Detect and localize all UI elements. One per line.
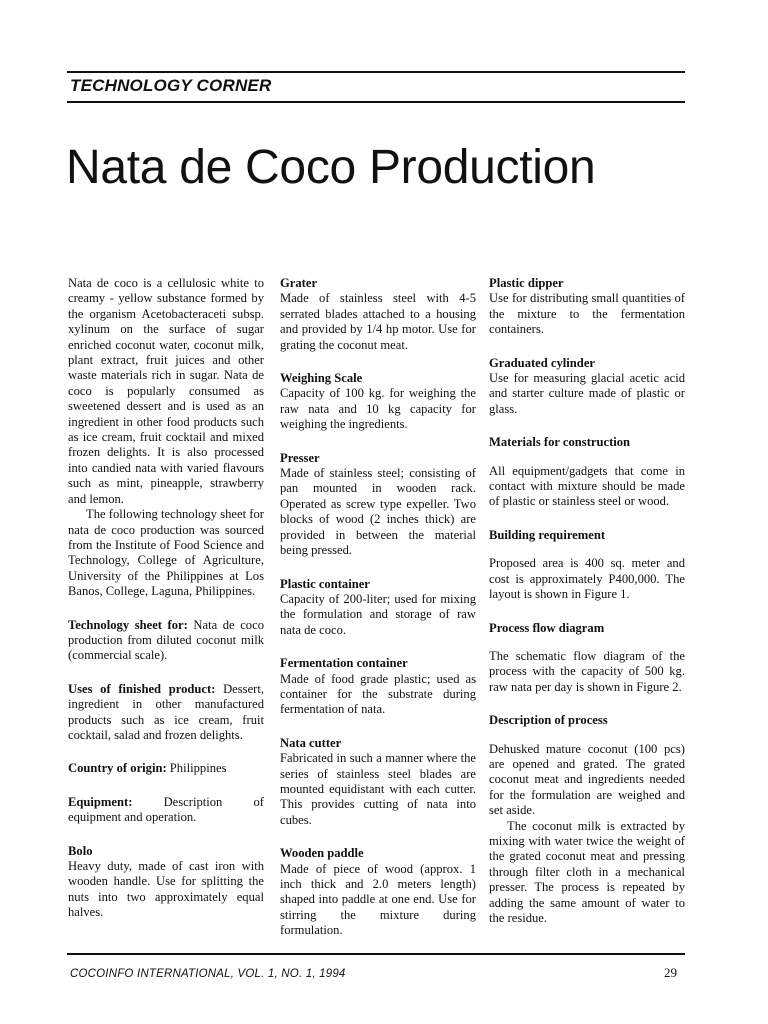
materials-heading: Materials for construction: [489, 435, 631, 450]
flow-heading: Process flow diagram: [489, 620, 605, 635]
equipment-label: Equipment:: [68, 794, 133, 809]
presser-text: Made of stainless steel; consisting of pan mounted in wooden rack. Operated as screw type expeller. Two blocks of wood (2 inches thick) are provided in between the material being pressed.: [280, 466, 476, 558]
intro-paragraph: Nata de coco is a cellulosic white to creamy - yellow substance formed by the organism Acetobacteraceti subsp. xylinum on the surface of sugar enriched coconut water, coconut milk, plant extract, fruit juices and other waste materials rich in sugar. Nata de coco is popularly consumed as sweetened dessert and is used as an ingredient in other food products such as ice cream, fruit cocktail and mixed frozen delights. It is also processed into candied nata with varied flavours such as mint, pineapple, strawberry and lemon.: [68, 276, 264, 506]
building-heading: Building requirement: [489, 527, 606, 542]
bolo-heading: Bolo: [68, 843, 93, 858]
grater-text: Made of stainless steel with 4-5 serrated blades attached to a housing and provided by 1/4 hp motor. Use for grating the coconut meat.: [280, 291, 476, 352]
scale-heading: Weighing Scale: [280, 371, 363, 386]
equipment-paragraph: [68, 795, 264, 826]
fermentation-text: Made of food grade plastic; used as container for the substrate during fermentation of nata.: [280, 671, 476, 717]
cylinder-heading: Graduated cylinder: [489, 355, 595, 370]
dipper-text: Use for distributing small quantities of the mixture to the fermentation containers.: [489, 291, 685, 337]
source-paragraph: The following technology sheet for nata de coco production was sourced from the Institute of Food Science and Technology, College of Agriculture, University of the Philippines at Los Banos, College, Laguna, Philippines.: [68, 507, 264, 599]
header-top-rule: [67, 71, 685, 73]
flow-text: The schematic flow diagram of the process with the capacity of 500 kg. raw nata per day is shown in Figure 2.: [489, 648, 685, 694]
uses-paragraph: [68, 682, 264, 744]
article-title: Nata de Coco Production: [66, 141, 596, 194]
column-3: [489, 276, 685, 926]
tech-sheet-label: Technology sheet for:: [68, 617, 188, 632]
origin-paragraph: [68, 761, 264, 776]
grater-heading: Grater: [280, 276, 318, 290]
page-number: 29: [664, 965, 677, 980]
equipment-text: Description of equipment and operation.: [68, 794, 264, 825]
publication-info: COCOINFO INTERNATIONAL, VOL. 1, NO. 1, 1994: [70, 968, 346, 980]
paddle-heading: Wooden paddle: [280, 846, 364, 861]
scale-text: Capacity of 100 kg. for weighing the raw nata and 10 kg capacity for weighing the ingredients.: [280, 386, 476, 432]
materials-text: All equipment/gadgets that come in contact with mixture should be made of plastic or stainless steel or wood.: [489, 463, 685, 509]
column-2: [280, 276, 476, 939]
fermentation-heading: Fermentation container: [280, 656, 408, 671]
bolo-text: Heavy duty, made of cast iron with wooden handle. Use for splitting the nuts into two approximately equal halves.: [68, 859, 264, 920]
column-1: [68, 276, 264, 921]
container-heading: Plastic container: [280, 576, 370, 591]
uses-label: Uses of finished product:: [68, 681, 216, 696]
building-text: Proposed area is 400 sq. meter and cost is approximately P400,000. The layout is shown in Figure 1.: [489, 556, 685, 602]
dipper-heading: Plastic dipper: [489, 276, 564, 290]
presser-heading: Presser: [280, 450, 320, 465]
cutter-text: Fabricated in such a manner where the series of stainless steel blades are mounted equidistant with each cutter. This provides cutting of nata into cubes.: [280, 751, 476, 827]
header-bottom-rule: [67, 101, 685, 103]
description-paragraph-2: The coconut milk is extracted by mixing with water twice the weight of the grated coconut meat and pressing through filter cloth in a mechanical presser. The process is repeated by adding the same amount of water to the residue.: [489, 818, 685, 925]
footer-rule: [67, 953, 685, 955]
origin-text: Philippines: [166, 761, 227, 776]
container-text: Capacity of 200-liter; used for mixing the formulation and storage of raw nata de coco.: [280, 591, 476, 637]
section-label: TECHNOLOGY CORNER: [70, 76, 272, 95]
cutter-heading: Nata cutter: [280, 735, 342, 750]
origin-label: Country of origin:: [68, 761, 167, 776]
tech-sheet-text: Nata de coco production from diluted coconut milk (commercial scale).: [68, 617, 264, 663]
description-heading: Description of process: [489, 713, 608, 728]
uses-text: Dessert, ingredient in other manufactured products such as ice cream, fruit cocktail, salad and frozen delights.: [68, 681, 264, 742]
cylinder-text: Use for measuring glacial acetic acid and starter culture made of plastic or glass.: [489, 371, 685, 416]
description-paragraph-1: Dehusked mature coconut (100 pcs) are opened and grated. The grated coconut meat and ingredients needed for the formulation are weighed and set aside.: [489, 741, 685, 818]
tech-sheet-paragraph: [68, 618, 264, 664]
paddle-text: Made of piece of wood (approx. 1 inch thick and 2.0 meters length) shaped into paddle at one end. Use for stirring the mixture during formulation.: [280, 861, 476, 938]
